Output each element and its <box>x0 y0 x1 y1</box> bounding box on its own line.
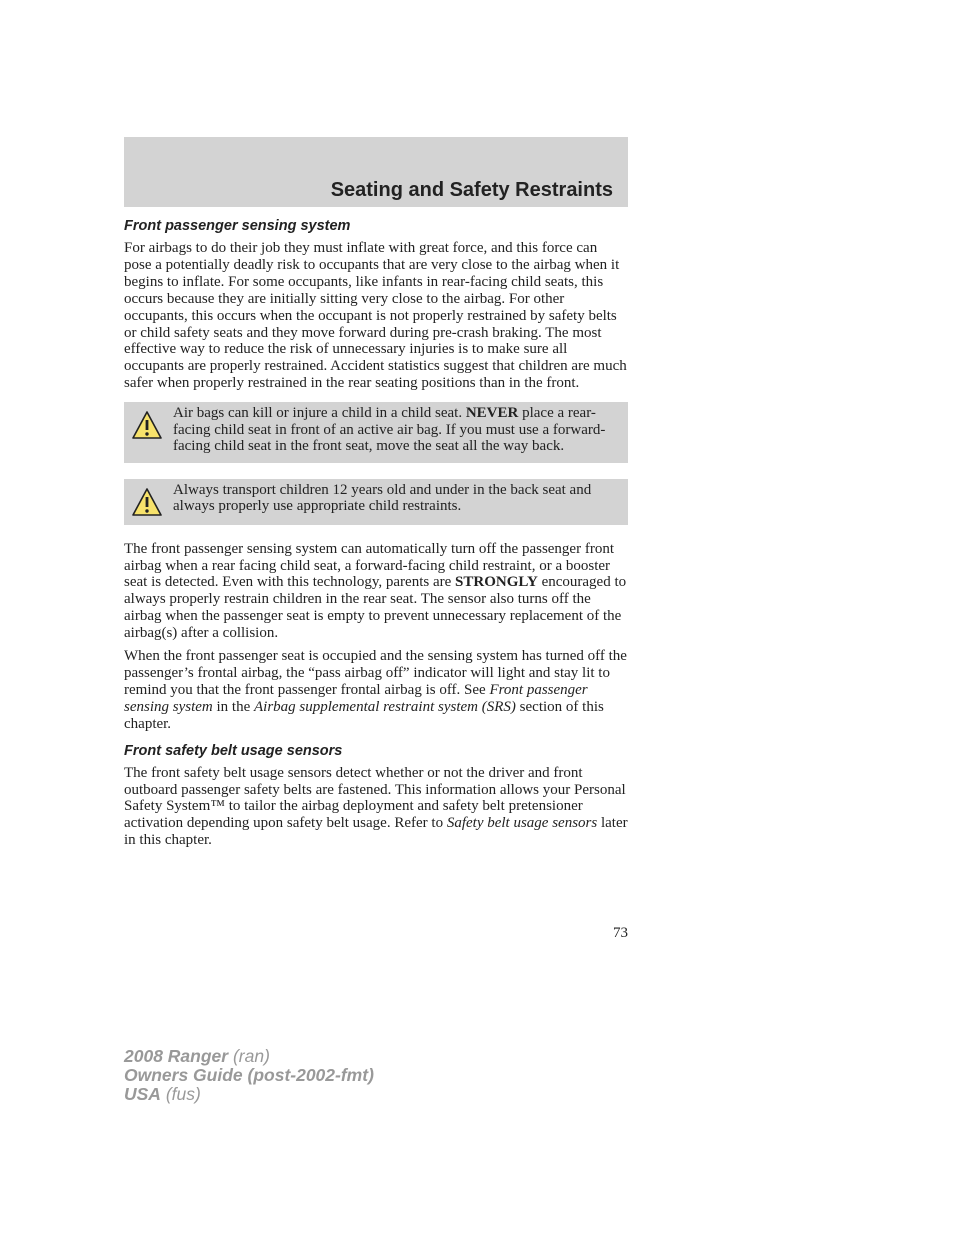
footer-model: 2008 Ranger <box>124 1046 229 1066</box>
cross-reference: Safety belt usage sensors <box>446 815 598 832</box>
cross-reference: Airbag supplemental restraint system (SRS) <box>254 698 516 715</box>
paragraph-pass-airbag-off <box>124 648 628 733</box>
text-run: in the <box>212 698 254 715</box>
section-heading-belt-sensors: Front safety belt usage sensors <box>124 742 343 759</box>
text-run: The front passenger sensing system can automatically turn off the passenger front airbag when a rear facing child seat, a forward-facing child restraint, or a booster seat is detected. Even with this technology, parents are <box>124 540 614 591</box>
text-run: The front safety belt usage sensors detect whether or not the driver and front outboard passenger safety belts are fastened. This information allows your Personal Safety System™ to tailor the airbag deployment and safety belt pretensioner activation depending upon safety belt usage. Refer to <box>124 764 626 832</box>
section-heading-passenger-sensing: Front passenger sensing system <box>124 218 351 234</box>
footer-model-code: (ran) <box>228 1046 270 1066</box>
cross-reference: Front passenger sensing system <box>124 681 588 715</box>
document-footer <box>124 1047 374 1104</box>
warning-text: Always transport children 12 years old and under in the back seat and always properly use appropriate child restraints. <box>173 481 592 515</box>
footer-market-code: (fus) <box>160 1084 201 1104</box>
text-run: When the front passenger seat is occupied and the sensing system has turned off the passenger’s frontal airbag, the “pass airbag off” indicator will light and stay lit to remind you that the front passenger frontal airbag is off. See <box>124 648 627 698</box>
chapter-title: Seating and Safety Restraints <box>330 179 613 201</box>
section-header-band <box>124 137 628 207</box>
footer-line-3 <box>124 1085 374 1104</box>
paragraph-belt-sensors <box>124 765 628 850</box>
footer-market: USA <box>124 1084 161 1104</box>
warning-triangle-icon <box>131 487 163 517</box>
text-run: encouraged to always properly restrain children in the rear seat. The sensor also turns off the airbag when the passenger seat is empty to prevent unnecessary replacement of the airbag(s) after a collision. <box>124 574 627 642</box>
warning-text-b: place a rear-facing child seat in front of an active air bag. If you must use a forward-facing child seat in the front seat, move the seat all the way back. <box>173 405 606 455</box>
footer-line-1 <box>124 1047 374 1066</box>
text-run: later in this chapter. <box>124 815 628 849</box>
warning-never: NEVER <box>465 405 519 422</box>
paragraph-airbag-force: For airbags to do their job they must inflate with great force, and this force can pose a potentially deadly risk to occupants that are very close to the airbag when it begins to inflate. For some occupants, like infants in rear-facing child seats, this occurs because they are initially sitting very close to the airbag. For other occupants, this occurs when the occupant is not properly restrained by safety belts or child safety seats and they move forward during pre-crash braking. The most effective way to reduce the risk of unnecessary injuries is to make sure all occupants are properly restrained. Accident statistics suggest that children are much safer when properly restrained in the rear seating positions than in the front. <box>124 240 627 392</box>
warning-box-children-back-seat <box>124 479 628 525</box>
warning-text-a: Air bags can kill or injure a child in a child seat. <box>173 405 466 422</box>
page-number: 73 <box>613 925 628 941</box>
footer-line-2: Owners Guide (post-2002-fmt) <box>124 1065 374 1085</box>
page-content <box>124 218 628 855</box>
text-run: section of this chapter. <box>124 698 604 732</box>
paragraph-sensing-turn-off <box>124 541 628 642</box>
text-strongly: STRONGLY <box>455 574 538 591</box>
warning-triangle-icon <box>131 410 163 440</box>
warning-box-child-seat <box>124 402 628 463</box>
